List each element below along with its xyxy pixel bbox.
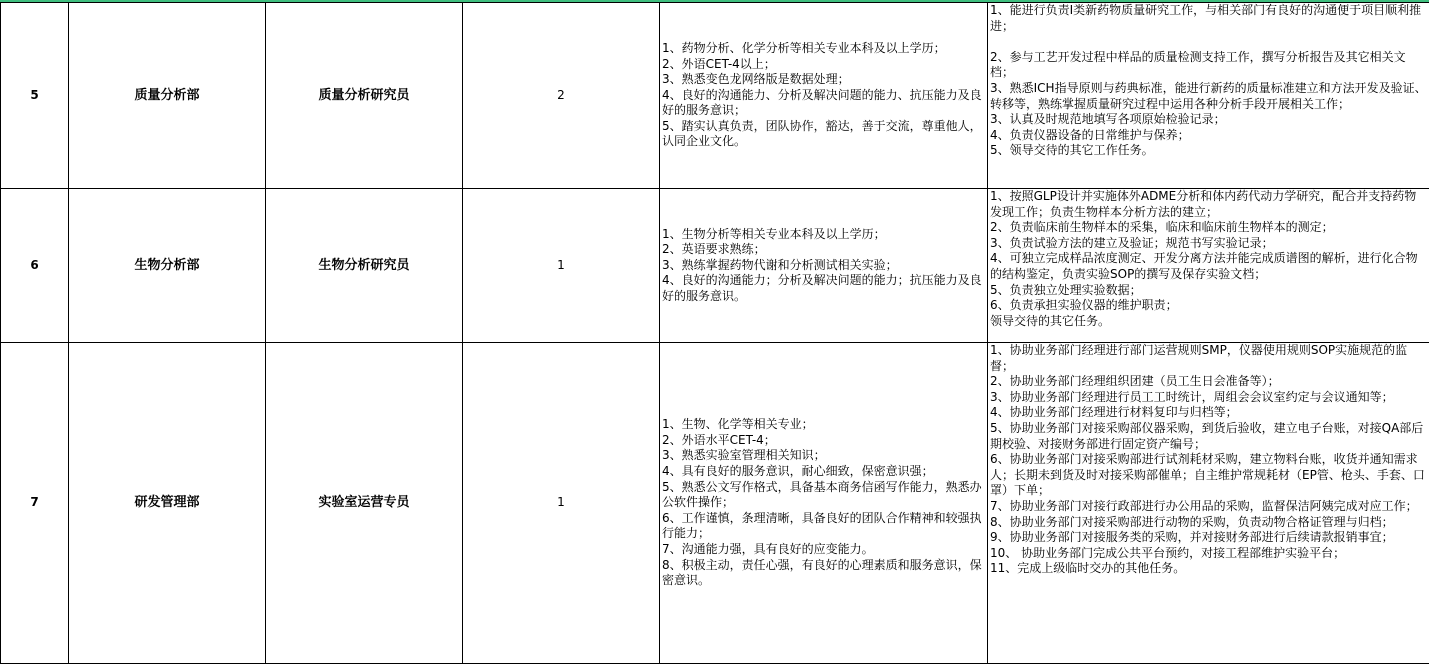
department-cell: 生物分析部 xyxy=(69,189,266,343)
duties-cell: 1、能进行负责Ⅰ类新药物质量研究工作，与相关部门有良好的沟通便于项目顺利推进； 2、参与工艺开发过程中样品的质量检测支持工作，撰写分析报告及其它相关文档； 3、熟悉ICH指导原则与药典标准，能进行新药的质量标准建立和方法开发及验证、转移等，熟练掌握质量研究过程中运用各种分析手段开展相关工作； 3、认真及时规范地填写各项原始检验记录； 4、负责仪器设备的日常维护与保养； 5、领导交待的其它工作任务。 xyxy=(988,3,1429,189)
department-cell: 质量分析部 xyxy=(69,3,266,189)
row-number: 6 xyxy=(1,189,69,343)
job-table xyxy=(0,2,1429,664)
duties-cell: 1、协助业务部门经理进行部门运营规则SMP，仪器使用规则SOP实施规范的监督； 2、协助业务部门经理组织团建（员工生日会准备等）； 3、协助业务部门经理进行员工工时统计，周组会会议室约定与会议通知等； 4、协助业务部门经理进行材料复印与归档等； 5、协助业务部门对接采购部仪器采购，到货后验收，建立电子台账，对接QA部后期校验、对接财务部进行固定资产编号； 6、协助业务部门对接采购部进行试剂耗材采购，建立物料台账，收货并通知需求人；长期未到货及时对接采购部催单；自主维护常规耗材（EP管、枪头、手套、口罩）下单； 7、协助业务部门对接行政部进行办公用品的采购，监督保洁阿姨完成对应工作； 8、协助业务部门对接采购部进行动物的采购，负责动物合格证管理与归档； 9、协助业务部门对接服务类的采购，并对接财务部进行后续请款报销事宜； 10、 协助业务部门完成公共平台预约，对接工程部维护实验平台； 11、完成上级临时交办的其他任务。 xyxy=(988,343,1429,664)
headcount-cell: 1 xyxy=(463,189,660,343)
duties-cell: 1、按照GLP设计并实施体外ADME分析和体内药代动力学研究，配合并支持药物发现工作；负责生物样本分析方法的建立； 2、负责临床前生物样本的采集，临床和临床前生物样本的测定； 3、负责试验方法的建立及验证；规范书写实验记录； 4、可独立完成样品浓度测定、开发分离方法并能完成质谱图的解析，进行化合物的结构鉴定，负责实验SOP的撰写及保存实验文档； 5、负责独立处理实验数据； 6、负责承担实验仪器的维护职责； 领导交待的其它任务。 xyxy=(988,189,1429,343)
position-cell: 生物分析研究员 xyxy=(266,189,463,343)
requirements-cell: 1、药物分析、化学分析等相关专业本科及以上学历； 2、外语CET-4以上； 3、熟悉变色龙网络版是数据处理； 4、良好的沟通能力、分析及解决问题的能力、抗压能力及良好的服务意识； 5、踏实认真负责，团队协作，豁达，善于交流，尊重他人，认同企业文化。 xyxy=(660,3,988,189)
table-row xyxy=(1,3,1429,189)
row-number: 5 xyxy=(1,3,69,189)
table-row xyxy=(1,343,1429,664)
headcount-cell: 1 xyxy=(463,343,660,664)
requirements-cell: 1、生物、化学等相关专业； 2、外语水平CET-4； 3、熟悉实验室管理相关知识； 4、具有良好的服务意识，耐心细致，保密意识强； 5、熟悉公文写作格式，具备基本商务信函写作能力，熟悉办公软件操作； 6、工作谨慎，条理清晰，具备良好的团队合作精神和较强执行能力； 7、沟通能力强，具有良好的应变能力。 8、积极主动，责任心强，有良好的心理素质和服务意识，保密意识。 xyxy=(660,343,988,664)
position-cell: 质量分析研究员 xyxy=(266,3,463,189)
requirements-cell: 1、生物分析等相关专业本科及以上学历； 2、英语要求熟练； 3、熟练掌握药物代谢和分析测试相关实验； 4、良好的沟通能力；分析及解决问题的能力；抗压能力及良好的服务意识。 xyxy=(660,189,988,343)
position-cell: 实验室运营专员 xyxy=(266,343,463,664)
headcount-cell: 2 xyxy=(463,3,660,189)
table-row xyxy=(1,189,1429,343)
row-number: 7 xyxy=(1,343,69,664)
department-cell: 研发管理部 xyxy=(69,343,266,664)
